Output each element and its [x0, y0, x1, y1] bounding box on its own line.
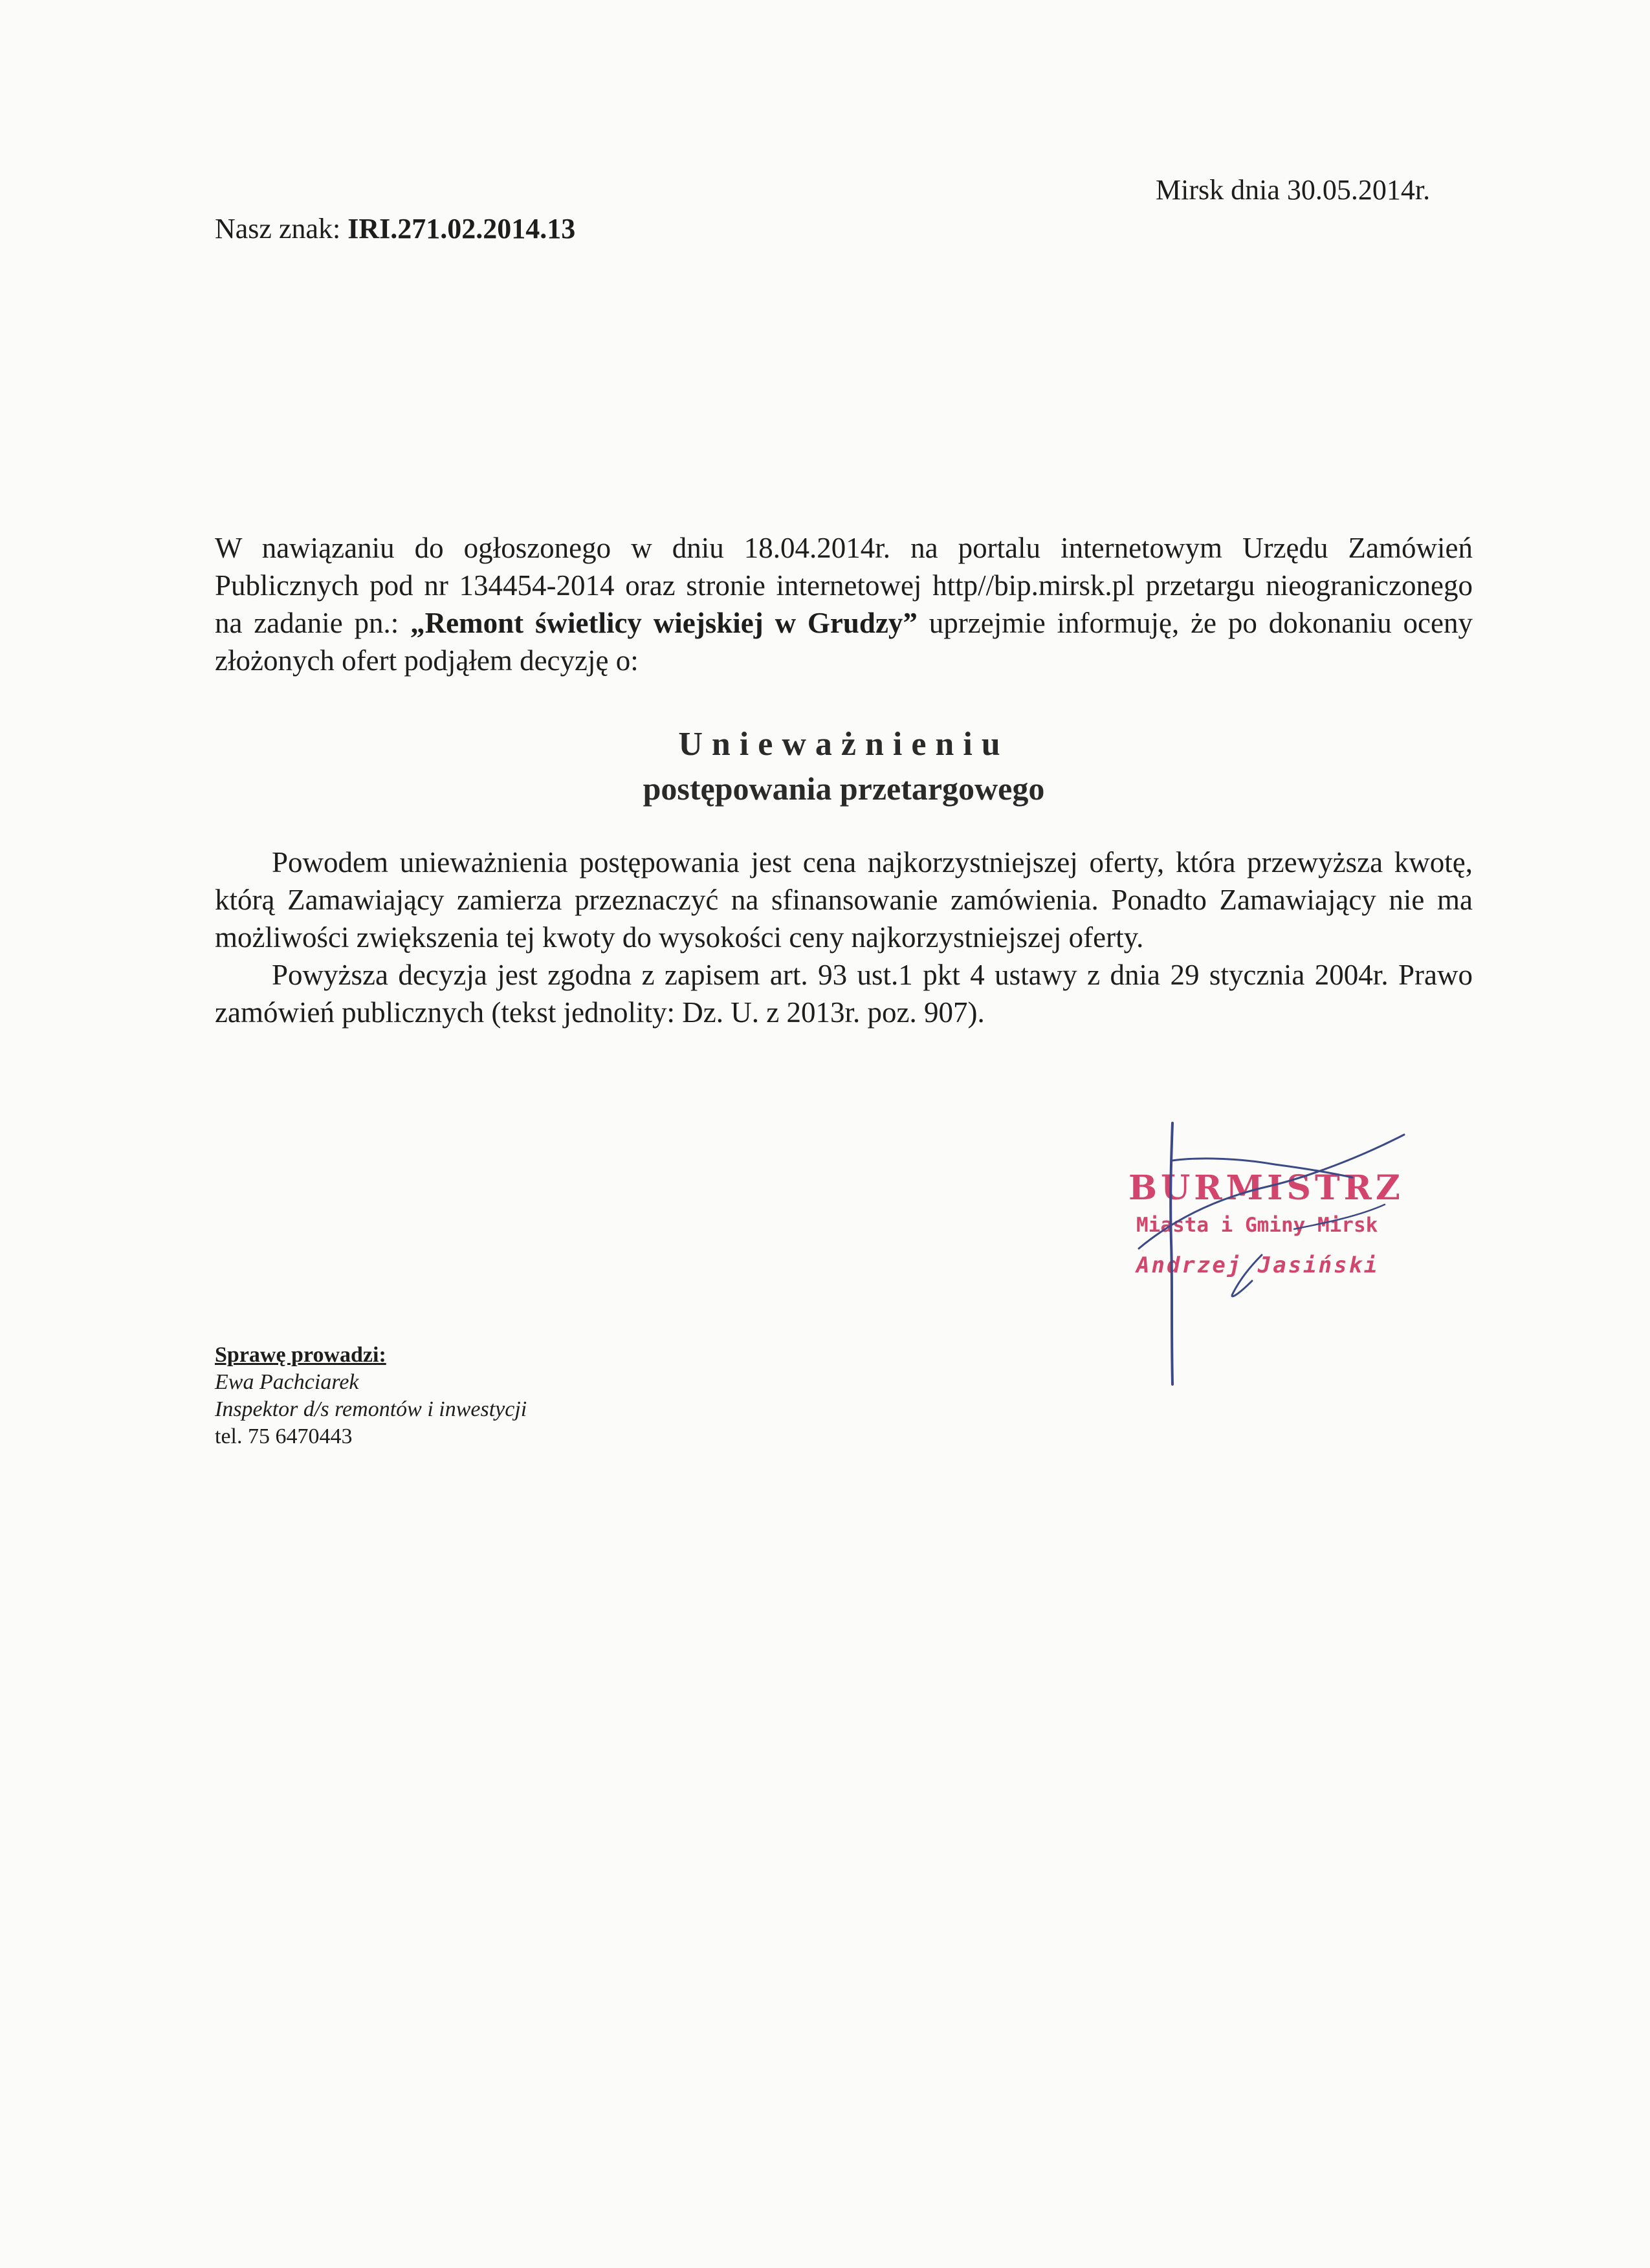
decision-subtitle: postępowania przetargowego	[643, 770, 1045, 807]
decision-title: Unieważnieniu	[678, 726, 1009, 763]
case-officer-role: Inspektor d/s remontów i inwestycji	[215, 1397, 527, 1421]
intro-text-end: uprzejmie informuję, że po dokonaniu oceny złożonych ofert podjąłem decyzję o:	[215, 607, 1473, 677]
intro-paragraph	[215, 529, 1473, 679]
legal-basis-paragraph: Powyższa decyzja jest zgodna z zapisem art. 93 ust.1 pkt 4 ustawy z dnia 29 stycznia 2004r. Prawo zamówień publicznych (tekst jednolity: Dz. U. z 2013r. poz. 907).	[215, 959, 1473, 1029]
reference-number	[215, 212, 575, 245]
stamp-office: Miasta i Gminy Mirsk	[1136, 1214, 1378, 1237]
case-officer-label: Sprawę prowadzi:	[215, 1343, 386, 1367]
tender-title: „Remont świetlicy wiejskiej w Grudzy”	[410, 607, 918, 639]
decision-heading	[215, 723, 1473, 810]
case-officer-name: Ewa Pachciarek	[215, 1370, 359, 1394]
stamp-name: Andrzej Jasiński	[1136, 1252, 1380, 1278]
mayor-stamp	[1100, 1119, 1462, 1391]
intro-text-start: W nawiązaniu do ogłoszonego w dniu 18.04.2014r. na portalu internetowym Urzędu Zamówień Publicznych pod nr 134454-2014 oraz stronie internetowej http//bip.mirsk.pl przetargu nieograniczonego na zadanie pn.:	[215, 532, 1473, 639]
handwritten-signature	[1100, 1119, 1462, 1391]
case-officer-block	[215, 1342, 527, 1450]
reference-value: IRI.271.02.2014.13	[347, 213, 576, 245]
case-officer-phone: tel. 75 6470443	[215, 1424, 353, 1448]
reference-prefix: Nasz znak:	[215, 213, 341, 245]
letter-date: Mirsk dnia 30.05.2014r.	[1156, 174, 1431, 206]
stamp-title: BURMISTRZ	[1128, 1168, 1404, 1208]
justification-paragraph: Powodem unieważnienia postępowania jest cena najkorzystniejszej oferty, która przewyższa kwotę, którą Zamawiający zamierza przeznaczyć na sfinansowanie zamówienia. Ponadto Zamawiający nie ma możliwości zwiększenia tej kwoty do wysokości ceny najkorzystniejszej oferty.	[215, 846, 1473, 954]
justification-text	[215, 844, 1473, 1031]
